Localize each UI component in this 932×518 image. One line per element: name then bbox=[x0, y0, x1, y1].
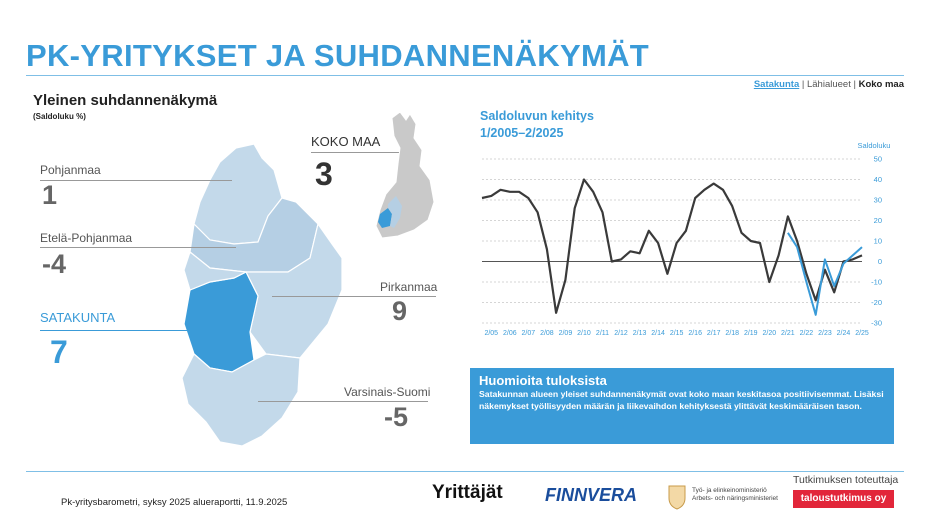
chart-y-axis-label: Saldoluku bbox=[857, 141, 891, 150]
info-body: Satakunnan alueen yleiset suhdannenäkymät ovat koko maan keskitasoa positiivisemmat. Lisäksi näkemykset työllisyyden määrän ja liikevaihdon kehityksestä ylittävät keskimääräisen tason. bbox=[479, 389, 884, 411]
region-value-etela-pohjanmaa: -4 bbox=[42, 249, 67, 279]
region-nav bbox=[754, 79, 904, 90]
region-label-pirkanmaa: Pirkanmaa bbox=[380, 280, 438, 294]
y-tick-label: 50 bbox=[873, 154, 882, 164]
y-tick-label: 30 bbox=[873, 195, 882, 205]
x-tick-label: 2/25 bbox=[855, 330, 869, 337]
nav-lahialueet[interactable]: Lähialueet bbox=[806, 79, 851, 90]
yrittajat-logo: Yrittäjät bbox=[432, 482, 503, 503]
x-tick-label: 2/23 bbox=[818, 330, 832, 337]
chart-title-line2: 1/2005–2/2025 bbox=[480, 126, 564, 140]
x-tick-label: 2/13 bbox=[632, 330, 647, 337]
finnvera-logo: FINNVERA bbox=[545, 485, 638, 505]
x-tick-label: 2/19 bbox=[743, 330, 758, 337]
x-tick-label: 2/08 bbox=[540, 330, 554, 337]
x-tick-label: 2/10 bbox=[577, 330, 591, 337]
x-tick-label: 2/20 bbox=[762, 330, 777, 337]
nav-separator: | bbox=[853, 79, 856, 90]
x-tick-label: 2/16 bbox=[688, 330, 702, 337]
region-value-varsinais-suomi: -5 bbox=[384, 402, 409, 432]
region-label-pohjanmaa: Pohjanmaa bbox=[40, 163, 101, 177]
x-tick-label: 2/15 bbox=[669, 330, 684, 337]
tem-logo-line1: Työ- ja elinkeinoministeriö bbox=[692, 487, 767, 494]
leader-line-pirkanmaa bbox=[272, 296, 436, 297]
chart-title bbox=[480, 108, 594, 142]
taloustutkimus-badge: taloustutkimus oy bbox=[793, 490, 894, 508]
region-value-pohjanmaa: 1 bbox=[42, 180, 58, 210]
leader-line-etela-pohjanmaa bbox=[40, 247, 236, 248]
series-line-1 bbox=[482, 180, 862, 313]
x-tick-label: 2/21 bbox=[781, 330, 795, 337]
x-tick-label: 2/22 bbox=[799, 330, 814, 337]
tem-logo bbox=[692, 487, 778, 503]
x-tick-label: 2/14 bbox=[651, 330, 665, 337]
saldoluku-line-chart bbox=[470, 140, 902, 340]
x-tick-label: 2/05 bbox=[484, 330, 499, 337]
region-value-satakunta: 7 bbox=[50, 334, 68, 370]
y-tick-label: -20 bbox=[871, 298, 882, 307]
y-tick-label: 0 bbox=[877, 257, 882, 266]
tutkimus-label: Tutkimuksen toteuttaja bbox=[793, 474, 899, 486]
x-tick-label: 2/12 bbox=[614, 330, 628, 337]
title-divider bbox=[26, 75, 904, 76]
overview-unit: (Saldoluku %) bbox=[33, 112, 86, 121]
nav-koko-maa[interactable]: Koko maa bbox=[858, 79, 904, 90]
x-tick-label: 2/17 bbox=[706, 330, 721, 337]
region-value-pirkanmaa: 9 bbox=[392, 296, 408, 326]
x-tick-label: 2/18 bbox=[725, 330, 740, 337]
region-label-varsinais-suomi: Varsinais-Suomi bbox=[344, 385, 431, 399]
koko-maa-value: 3 bbox=[315, 156, 333, 192]
y-tick-label: 40 bbox=[873, 175, 882, 184]
x-tick-label: 2/06 bbox=[502, 330, 517, 337]
region-label-etela-pohjanmaa: Etelä-Pohjanmaa bbox=[40, 231, 133, 245]
x-tick-label: 2/11 bbox=[595, 330, 610, 337]
x-tick-label: 2/07 bbox=[521, 330, 536, 337]
page-title: PK-YRITYKSET JA SUHDANNENÄKYMÄT bbox=[26, 38, 650, 73]
y-tick-label: -30 bbox=[871, 318, 882, 328]
source-note: Pk-yritysbarometri, syksy 2025 alueraportti, 11.9.2025 bbox=[61, 497, 288, 508]
koko-maa-label: KOKO MAA bbox=[311, 134, 381, 149]
y-tick-label: 20 bbox=[873, 216, 882, 225]
info-box bbox=[470, 368, 894, 444]
y-tick-label: 10 bbox=[873, 236, 882, 246]
nav-separator: | bbox=[801, 79, 805, 90]
nav-satakunta[interactable]: Satakunta bbox=[753, 79, 800, 90]
chart-title-line1: Saldoluvun kehitys bbox=[480, 109, 594, 123]
region-label-satakunta: SATAKUNTA bbox=[40, 310, 116, 325]
leader-line-satakunta bbox=[40, 330, 192, 331]
finland-map bbox=[370, 110, 440, 245]
overview-title: Yleinen suhdannenäkymä bbox=[33, 92, 218, 109]
x-tick-label: 2/24 bbox=[836, 330, 851, 337]
lion-crest-icon bbox=[666, 484, 688, 510]
info-title: Huomioita tuloksista bbox=[479, 373, 607, 388]
footer-divider bbox=[26, 471, 904, 472]
tem-logo-line2: Arbets- och näringsministeriet bbox=[692, 495, 778, 502]
x-tick-label: 2/09 bbox=[558, 330, 573, 337]
map-region-varsinais-suomi bbox=[182, 354, 300, 446]
y-tick-label: -10 bbox=[871, 277, 882, 287]
leader-line-pohjanmaa bbox=[40, 180, 232, 181]
